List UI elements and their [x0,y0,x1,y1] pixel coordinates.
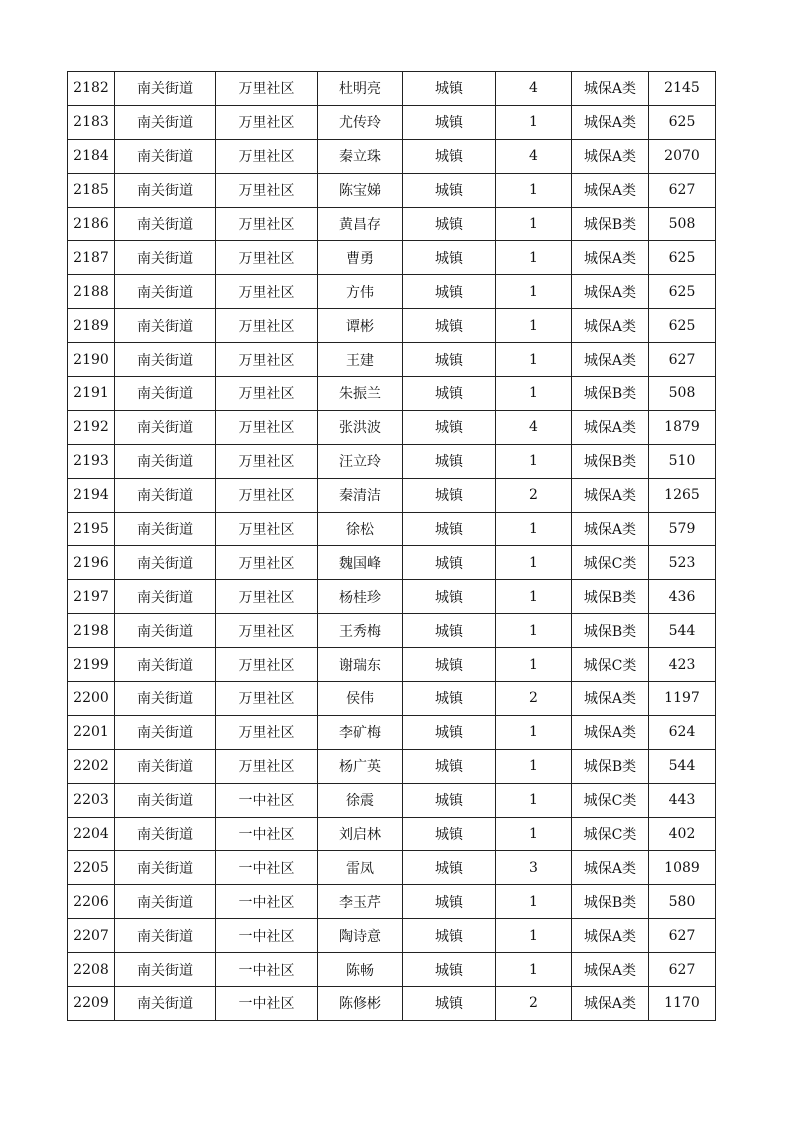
amount-cell: 627 [649,343,716,377]
household-size-cell: 1 [496,546,572,580]
name-cell: 曹勇 [318,241,403,275]
table-row [68,919,716,953]
category-cell: 城保B类 [572,207,649,241]
category-cell: 城保B类 [572,377,649,411]
table-row [68,512,716,546]
table-row [68,953,716,987]
table-row [68,478,716,512]
name-cell: 秦清洁 [318,478,403,512]
category-cell: 城保A类 [572,478,649,512]
household-size-cell: 1 [496,783,572,817]
household-size-cell: 1 [496,444,572,478]
community-cell: 万里社区 [216,715,318,749]
assistance-table [67,71,716,1021]
household-size-cell: 1 [496,715,572,749]
subdistrict-cell: 南关街道 [115,72,216,106]
name-cell: 方伟 [318,275,403,309]
row-number-cell: 2204 [68,817,115,851]
name-cell: 张洪波 [318,410,403,444]
table-row [68,173,716,207]
name-cell: 尤传玲 [318,105,403,139]
community-cell: 万里社区 [216,207,318,241]
row-number-cell: 2207 [68,919,115,953]
household-size-cell: 1 [496,343,572,377]
household-size-cell: 4 [496,72,572,106]
amount-cell: 1265 [649,478,716,512]
table-row [68,546,716,580]
row-number-cell: 2186 [68,207,115,241]
name-cell: 秦立珠 [318,139,403,173]
household-size-cell: 2 [496,987,572,1021]
name-cell: 陈宝娣 [318,173,403,207]
row-number-cell: 2202 [68,749,115,783]
row-number-cell: 2206 [68,885,115,919]
household-size-cell: 3 [496,851,572,885]
amount-cell: 508 [649,207,716,241]
area-type-cell: 城镇 [403,648,496,682]
table-row [68,72,716,106]
area-type-cell: 城镇 [403,105,496,139]
household-size-cell: 1 [496,377,572,411]
name-cell: 汪立玲 [318,444,403,478]
row-number-cell: 2191 [68,377,115,411]
household-size-cell: 4 [496,139,572,173]
subdistrict-cell: 南关街道 [115,987,216,1021]
area-type-cell: 城镇 [403,410,496,444]
name-cell: 黄昌存 [318,207,403,241]
community-cell: 万里社区 [216,139,318,173]
row-number-cell: 2200 [68,682,115,716]
community-cell: 万里社区 [216,546,318,580]
category-cell: 城保C类 [572,648,649,682]
area-type-cell: 城镇 [403,715,496,749]
area-type-cell: 城镇 [403,614,496,648]
community-cell: 万里社区 [216,377,318,411]
table-row [68,207,716,241]
category-cell: 城保B类 [572,580,649,614]
name-cell: 李矿梅 [318,715,403,749]
subdistrict-cell: 南关街道 [115,783,216,817]
household-size-cell: 1 [496,105,572,139]
area-type-cell: 城镇 [403,682,496,716]
row-number-cell: 2198 [68,614,115,648]
subdistrict-cell: 南关街道 [115,444,216,478]
name-cell: 雷凤 [318,851,403,885]
household-size-cell: 1 [496,614,572,648]
category-cell: 城保A类 [572,241,649,275]
subdistrict-cell: 南关街道 [115,309,216,343]
amount-cell: 627 [649,173,716,207]
amount-cell: 579 [649,512,716,546]
row-number-cell: 2205 [68,851,115,885]
household-size-cell: 2 [496,682,572,716]
community-cell: 万里社区 [216,241,318,275]
category-cell: 城保A类 [572,139,649,173]
community-cell: 万里社区 [216,410,318,444]
name-cell: 谭彬 [318,309,403,343]
area-type-cell: 城镇 [403,173,496,207]
household-size-cell: 1 [496,919,572,953]
community-cell: 万里社区 [216,72,318,106]
table-row [68,987,716,1021]
area-type-cell: 城镇 [403,851,496,885]
household-size-cell: 1 [496,885,572,919]
subdistrict-cell: 南关街道 [115,580,216,614]
table-row [68,105,716,139]
amount-cell: 423 [649,648,716,682]
community-cell: 万里社区 [216,682,318,716]
table-row [68,580,716,614]
category-cell: 城保A类 [572,173,649,207]
table-row [68,885,716,919]
row-number-cell: 2201 [68,715,115,749]
row-number-cell: 2209 [68,987,115,1021]
subdistrict-cell: 南关街道 [115,885,216,919]
community-cell: 万里社区 [216,309,318,343]
name-cell: 王建 [318,343,403,377]
amount-cell: 625 [649,241,716,275]
area-type-cell: 城镇 [403,309,496,343]
subdistrict-cell: 南关街道 [115,139,216,173]
amount-cell: 627 [649,919,716,953]
amount-cell: 443 [649,783,716,817]
community-cell: 万里社区 [216,749,318,783]
subdistrict-cell: 南关街道 [115,410,216,444]
category-cell: 城保A类 [572,715,649,749]
category-cell: 城保A类 [572,410,649,444]
category-cell: 城保B类 [572,749,649,783]
name-cell: 陶诗意 [318,919,403,953]
row-number-cell: 2189 [68,309,115,343]
amount-cell: 625 [649,105,716,139]
household-size-cell: 1 [496,275,572,309]
amount-cell: 580 [649,885,716,919]
row-number-cell: 2187 [68,241,115,275]
table-row [68,139,716,173]
category-cell: 城保A类 [572,512,649,546]
category-cell: 城保B类 [572,444,649,478]
row-number-cell: 2195 [68,512,115,546]
amount-cell: 625 [649,309,716,343]
household-size-cell: 2 [496,478,572,512]
community-cell: 万里社区 [216,648,318,682]
amount-cell: 544 [649,614,716,648]
area-type-cell: 城镇 [403,444,496,478]
subdistrict-cell: 南关街道 [115,207,216,241]
community-cell: 一中社区 [216,953,318,987]
row-number-cell: 2203 [68,783,115,817]
table-row [68,309,716,343]
subdistrict-cell: 南关街道 [115,749,216,783]
name-cell: 杨广英 [318,749,403,783]
table-row [68,648,716,682]
household-size-cell: 4 [496,410,572,444]
amount-cell: 1170 [649,987,716,1021]
amount-cell: 510 [649,444,716,478]
community-cell: 一中社区 [216,987,318,1021]
row-number-cell: 2194 [68,478,115,512]
table-row [68,749,716,783]
area-type-cell: 城镇 [403,783,496,817]
household-size-cell: 1 [496,953,572,987]
community-cell: 万里社区 [216,512,318,546]
name-cell: 谢瑞东 [318,648,403,682]
community-cell: 万里社区 [216,478,318,512]
household-size-cell: 1 [496,173,572,207]
household-size-cell: 1 [496,207,572,241]
subdistrict-cell: 南关街道 [115,343,216,377]
table-row [68,715,716,749]
household-size-cell: 1 [496,512,572,546]
category-cell: 城保A类 [572,105,649,139]
name-cell: 陈修彬 [318,987,403,1021]
community-cell: 万里社区 [216,105,318,139]
row-number-cell: 2184 [68,139,115,173]
table-row [68,343,716,377]
area-type-cell: 城镇 [403,885,496,919]
community-cell: 一中社区 [216,783,318,817]
category-cell: 城保A类 [572,919,649,953]
category-cell: 城保A类 [572,309,649,343]
category-cell: 城保A类 [572,682,649,716]
subdistrict-cell: 南关街道 [115,648,216,682]
name-cell: 杨桂珍 [318,580,403,614]
subdistrict-cell: 南关街道 [115,173,216,207]
table-row [68,783,716,817]
area-type-cell: 城镇 [403,478,496,512]
community-cell: 万里社区 [216,173,318,207]
household-size-cell: 1 [496,817,572,851]
area-type-cell: 城镇 [403,817,496,851]
community-cell: 一中社区 [216,919,318,953]
community-cell: 一中社区 [216,817,318,851]
community-cell: 一中社区 [216,885,318,919]
name-cell: 侯伟 [318,682,403,716]
amount-cell: 1089 [649,851,716,885]
amount-cell: 1197 [649,682,716,716]
community-cell: 万里社区 [216,580,318,614]
subdistrict-cell: 南关街道 [115,851,216,885]
amount-cell: 625 [649,275,716,309]
subdistrict-cell: 南关街道 [115,546,216,580]
name-cell: 徐松 [318,512,403,546]
category-cell: 城保A类 [572,953,649,987]
category-cell: 城保A类 [572,343,649,377]
table-row [68,444,716,478]
category-cell: 城保A类 [572,851,649,885]
amount-cell: 2070 [649,139,716,173]
amount-cell: 508 [649,377,716,411]
area-type-cell: 城镇 [403,749,496,783]
household-size-cell: 1 [496,580,572,614]
name-cell: 刘启林 [318,817,403,851]
area-type-cell: 城镇 [403,953,496,987]
household-size-cell: 1 [496,309,572,343]
row-number-cell: 2197 [68,580,115,614]
name-cell: 杜明亮 [318,72,403,106]
subdistrict-cell: 南关街道 [115,682,216,716]
category-cell: 城保A类 [572,275,649,309]
subdistrict-cell: 南关街道 [115,817,216,851]
subdistrict-cell: 南关街道 [115,105,216,139]
area-type-cell: 城镇 [403,343,496,377]
row-number-cell: 2190 [68,343,115,377]
category-cell: 城保A类 [572,72,649,106]
subdistrict-cell: 南关街道 [115,478,216,512]
table-row [68,817,716,851]
name-cell: 李玉芹 [318,885,403,919]
name-cell: 朱振兰 [318,377,403,411]
area-type-cell: 城镇 [403,546,496,580]
community-cell: 一中社区 [216,851,318,885]
table-row [68,377,716,411]
area-type-cell: 城镇 [403,72,496,106]
table-row [68,275,716,309]
amount-cell: 544 [649,749,716,783]
community-cell: 万里社区 [216,444,318,478]
row-number-cell: 2193 [68,444,115,478]
row-number-cell: 2208 [68,953,115,987]
category-cell: 城保C类 [572,783,649,817]
row-number-cell: 2188 [68,275,115,309]
name-cell: 魏国峰 [318,546,403,580]
name-cell: 徐震 [318,783,403,817]
name-cell: 王秀梅 [318,614,403,648]
amount-cell: 1879 [649,410,716,444]
row-number-cell: 2199 [68,648,115,682]
amount-cell: 627 [649,953,716,987]
community-cell: 万里社区 [216,614,318,648]
row-number-cell: 2196 [68,546,115,580]
amount-cell: 402 [649,817,716,851]
household-size-cell: 1 [496,648,572,682]
household-size-cell: 1 [496,749,572,783]
row-number-cell: 2185 [68,173,115,207]
amount-cell: 2145 [649,72,716,106]
subdistrict-cell: 南关街道 [115,512,216,546]
household-size-cell: 1 [496,241,572,275]
name-cell: 陈畅 [318,953,403,987]
category-cell: 城保A类 [572,987,649,1021]
area-type-cell: 城镇 [403,919,496,953]
subdistrict-cell: 南关街道 [115,241,216,275]
row-number-cell: 2192 [68,410,115,444]
subdistrict-cell: 南关街道 [115,377,216,411]
area-type-cell: 城镇 [403,512,496,546]
area-type-cell: 城镇 [403,139,496,173]
area-type-cell: 城镇 [403,241,496,275]
category-cell: 城保C类 [572,546,649,580]
subdistrict-cell: 南关街道 [115,275,216,309]
row-number-cell: 2182 [68,72,115,106]
area-type-cell: 城镇 [403,580,496,614]
row-number-cell: 2183 [68,105,115,139]
amount-cell: 624 [649,715,716,749]
subdistrict-cell: 南关街道 [115,614,216,648]
area-type-cell: 城镇 [403,275,496,309]
table-row [68,410,716,444]
area-type-cell: 城镇 [403,207,496,241]
amount-cell: 523 [649,546,716,580]
category-cell: 城保B类 [572,885,649,919]
community-cell: 万里社区 [216,275,318,309]
table-row [68,851,716,885]
table-row [68,682,716,716]
community-cell: 万里社区 [216,343,318,377]
table-body [68,72,716,1021]
table-row [68,614,716,648]
amount-cell: 436 [649,580,716,614]
subdistrict-cell: 南关街道 [115,715,216,749]
table-row [68,241,716,275]
subdistrict-cell: 南关街道 [115,919,216,953]
area-type-cell: 城镇 [403,377,496,411]
category-cell: 城保B类 [572,614,649,648]
subdistrict-cell: 南关街道 [115,953,216,987]
category-cell: 城保C类 [572,817,649,851]
area-type-cell: 城镇 [403,987,496,1021]
